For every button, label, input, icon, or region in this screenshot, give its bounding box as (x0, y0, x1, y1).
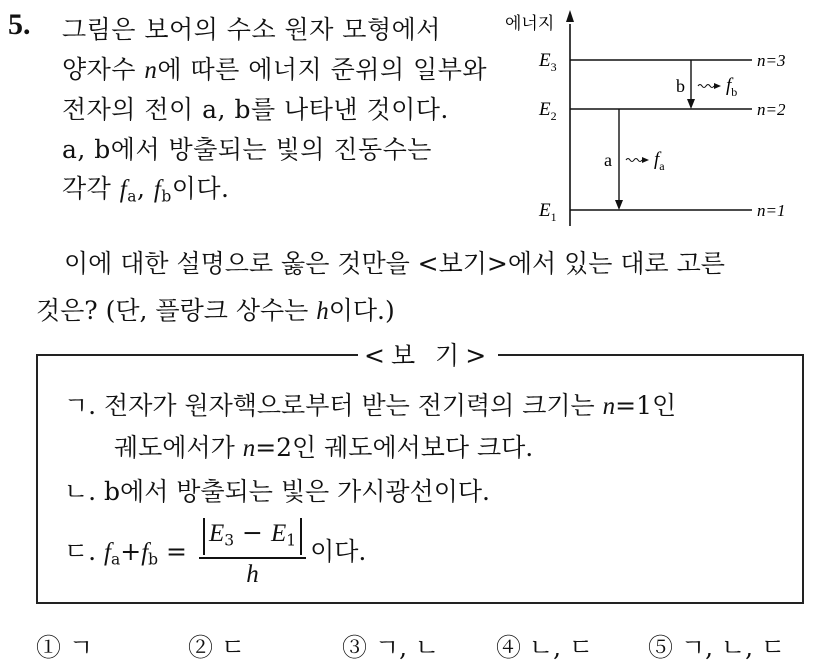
label-E2: $E_2$ (539, 99, 557, 123)
symbol-f: f (119, 176, 128, 203)
choice-number: ⑤ (648, 633, 674, 662)
option-marker: ㄴ. (64, 477, 105, 506)
choice-number: ② (188, 633, 214, 662)
energy-level-diagram (495, 0, 822, 230)
label-n2: n=2 (757, 100, 786, 119)
equals-sign: = (158, 537, 195, 567)
symbol-n: n (144, 56, 158, 84)
freq-fa-label: $f_a$ (654, 149, 665, 173)
prompt-text: 것은? (단, 플랑크 상수는 (36, 296, 317, 325)
wavy-arrow-a-head (642, 157, 649, 163)
answer-choice-4[interactable] (496, 628, 593, 664)
symbol-f: f (104, 539, 111, 567)
option-marker: ㄱ. (64, 391, 105, 420)
subscript-b: b (161, 187, 172, 206)
stem-line-1 (62, 10, 467, 50)
subscript-a: a (127, 187, 137, 206)
stem-text: 양자수 (62, 54, 145, 84)
label-n1: n=1 (757, 201, 786, 220)
question-prompt (36, 240, 806, 335)
prompt-line-1 (36, 240, 806, 287)
symbol-E: E (270, 520, 287, 547)
label-n3: n=3 (757, 51, 786, 70)
subscript-b: b (148, 550, 159, 569)
option-text: =2인 궤도에서보다 크다. (255, 433, 534, 462)
choice-number: ④ (496, 633, 522, 662)
symbol-n: n (242, 435, 256, 462)
bogi-title: <보 기> (358, 336, 498, 372)
answer-choice-1[interactable] (36, 628, 93, 664)
prompt-line-2 (36, 287, 806, 335)
choice-text: ㄱ, ㄴ (367, 633, 440, 662)
question-number: 5. (8, 8, 31, 41)
stem-text: 이다. (171, 174, 230, 203)
plus-sign: + (120, 537, 142, 567)
stem-text: 에 따른 에너지 준위의 일부와 (157, 54, 487, 84)
wavy-arrow-a-icon (626, 159, 642, 162)
transition-b-label: b (676, 76, 685, 96)
symbol-n: n (602, 393, 616, 420)
bogi-option-giyeok-cont (114, 428, 533, 464)
choice-text: ㄷ (213, 633, 246, 662)
stem-text: 그림은 보어의 수소 원자 모형에서 (62, 15, 441, 44)
wavy-arrow-b-icon (698, 85, 714, 88)
answer-choice-3[interactable] (342, 628, 439, 664)
option-text: 궤도에서가 (114, 433, 243, 462)
bogi-option-nieun (64, 472, 490, 508)
bogi-option-digeut (64, 518, 366, 589)
prompt-text: 이다.) (328, 296, 395, 325)
choice-text: ㄱ (61, 633, 94, 662)
choice-number: ① (36, 633, 62, 662)
label-E3: $E_3$ (539, 50, 557, 74)
stem-text: 각각 (62, 174, 120, 203)
option-text: =1인 (615, 391, 677, 420)
bogi-box (36, 341, 804, 604)
absolute-value (203, 518, 302, 555)
question-stem (62, 10, 487, 217)
fraction (199, 518, 306, 589)
energy-axis-label: 에너지 (505, 14, 555, 34)
subscript-a: a (111, 550, 121, 569)
transition-a-arrowhead (615, 200, 623, 210)
answer-choice-5[interactable] (648, 628, 785, 664)
stem-text: , (136, 174, 154, 203)
transition-b-arrowhead (687, 99, 695, 109)
symbol-f: f (153, 176, 162, 203)
minus-sign: − (234, 518, 271, 547)
subscript-3: 3 (224, 531, 235, 550)
wavy-arrow-b-head (714, 83, 721, 89)
stem-line-2 (62, 50, 487, 91)
option-marker: ㄷ. (64, 537, 105, 567)
answer-choice-2[interactable] (188, 628, 245, 664)
symbol-E: E (208, 520, 225, 547)
choice-number: ③ (342, 633, 368, 662)
symbol-h: h (316, 298, 329, 325)
label-E1: $E_1$ (539, 200, 557, 224)
stem-text: 전자의 전이 a, b를 나타낸 것이다. (62, 95, 449, 124)
choice-text: ㄱ, ㄴ, ㄷ (673, 633, 786, 662)
stem-text: a, b에서 방출되는 빛의 진동수는 (62, 134, 432, 164)
freq-fb-label: $f_b$ (726, 75, 738, 99)
option-text: 전자가 원자핵으로부터 받는 전기력의 크기는 (104, 391, 603, 420)
symbol-f: f (141, 539, 149, 567)
option-text: 이다. (310, 537, 367, 567)
subscript-1: 1 (286, 531, 297, 550)
bogi-option-giyeok (64, 386, 676, 422)
stem-line-4 (62, 130, 467, 170)
prompt-text: 이에 대한 설명으로 옳은 것만을 <보기>에서 있는 대로 고른 (64, 249, 725, 278)
choice-text: ㄴ, ㄷ (521, 633, 594, 662)
transition-a-label: a (604, 150, 612, 170)
energy-axis-arrowhead (566, 10, 574, 22)
fraction-numerator (199, 518, 306, 559)
stem-line-3 (62, 90, 467, 130)
option-text: b에서 방출되는 빛은 가시광선이다. (104, 477, 490, 506)
stem-line-5 (62, 169, 467, 217)
fraction-denominator: h (246, 561, 259, 589)
